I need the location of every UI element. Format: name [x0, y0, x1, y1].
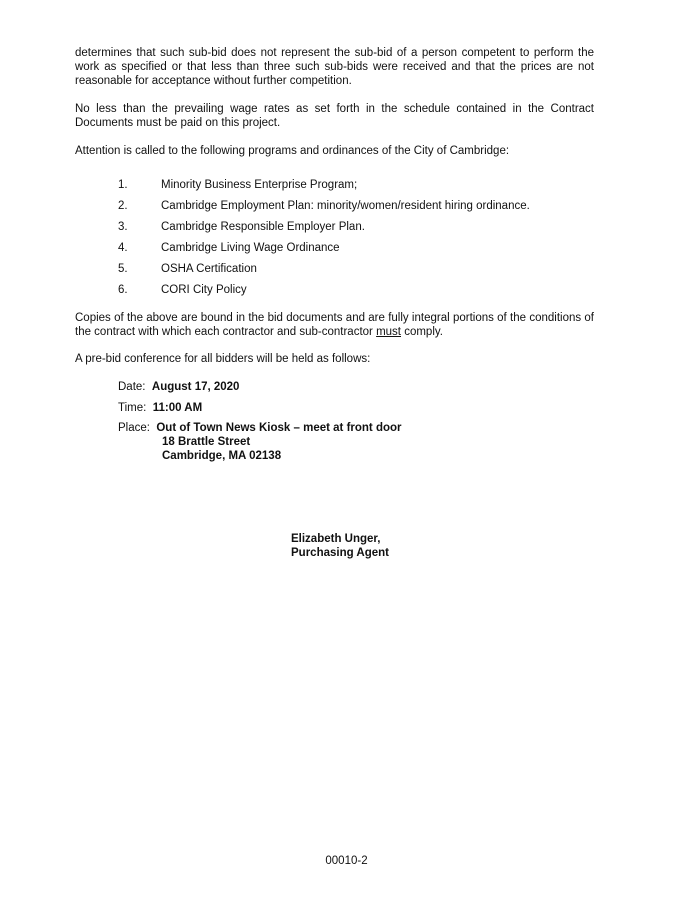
paragraph-prevailing-wage: No less than the prevailing wage rates as set forth in the schedule contained in the Contract Documents must be paid on this project.: [75, 103, 594, 129]
list-item: [118, 178, 357, 192]
conference-place-line1: Out of Town News Kiosk – meet at front door: [156, 422, 402, 434]
list-item: [118, 220, 365, 234]
list-item-text: Cambridge Living Wage Ordinance: [161, 242, 340, 254]
signature-title: Purchasing Agent: [291, 547, 389, 559]
conference-place-label: Place:: [118, 422, 150, 434]
list-item-text: Cambridge Responsible Employer Plan.: [161, 221, 365, 233]
list-item-text: CORI City Policy: [161, 284, 247, 296]
conference-place-line2: 18 Brattle Street: [162, 436, 251, 448]
list-item: [118, 241, 340, 255]
conference-place-row: [118, 421, 402, 435]
paragraph-attention: Attention is called to the following programs and ordinances of the City of Cambridge:: [75, 145, 510, 157]
paragraph-copies-text-before: Copies of the above are bound in the bid documents and are fully integral portions of the conditions of the contract with which each contractor and sub-contractor: [75, 312, 594, 338]
conference-date-row: [118, 380, 239, 394]
conference-time-value: 11:00 AM: [152, 402, 203, 414]
list-item: [118, 199, 530, 213]
conference-date-label: Date:: [118, 381, 146, 393]
paragraph-copies-text-after: comply.: [401, 326, 443, 338]
list-item: [118, 283, 247, 297]
paragraph-copies: [75, 311, 594, 339]
paragraph-sub-bid: determines that such sub-bid does not represent the sub-bid of a person competent to perform the work as specified or that less than three such sub-bids were received and that the prices are not reasonable for acceptance without further competition.: [75, 47, 594, 87]
list-item-number: 3.: [118, 221, 128, 233]
conference-time-label: Time:: [118, 402, 147, 414]
list-item-text: OSHA Certification: [161, 263, 257, 275]
list-item-number: 1.: [118, 179, 128, 191]
conference-place-line3: Cambridge, MA 02138: [162, 450, 282, 462]
list-item-number: 2.: [118, 200, 128, 212]
conference-date-value: August 17, 2020: [151, 381, 240, 393]
list-item-number: 4.: [118, 242, 128, 254]
paragraph-pre-bid: A pre-bid conference for all bidders will be held as follows:: [75, 353, 371, 365]
list-item: [118, 262, 257, 276]
paragraph-copies-underlined: must: [376, 326, 401, 338]
page-number: 00010-2: [325, 855, 368, 867]
list-item-text: Cambridge Employment Plan: minority/women/resident hiring ordinance.: [161, 200, 530, 212]
list-item-number: 5.: [118, 263, 128, 275]
conference-time-row: [118, 401, 202, 415]
list-item-text: Minority Business Enterprise Program;: [161, 179, 358, 191]
signature-name: Elizabeth Unger,: [291, 533, 381, 545]
list-item-number: 6.: [118, 284, 128, 296]
